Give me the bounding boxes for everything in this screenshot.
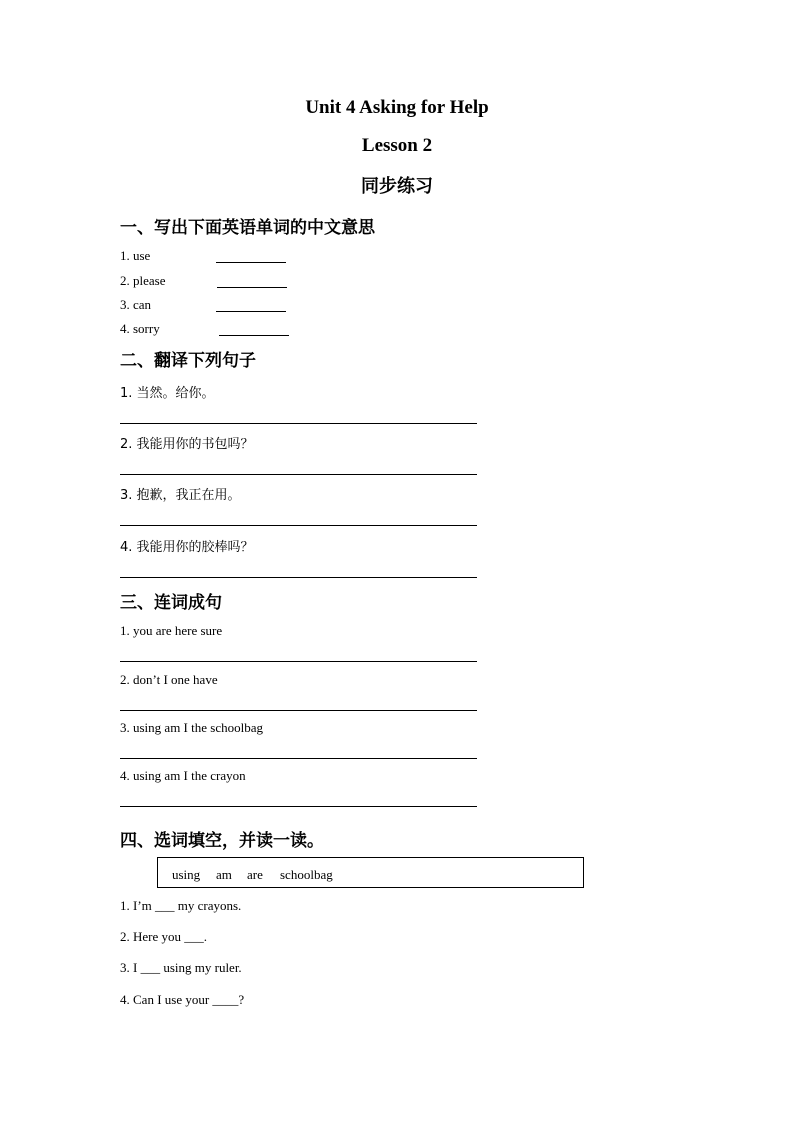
section-4-item-4: 4. Can I use your ____?	[120, 992, 245, 1007]
section-2-heading: 二、翻译下列句子	[120, 351, 256, 371]
section-1-item-3: 3. can	[120, 297, 152, 312]
section-1-blank-3[interactable]	[216, 311, 286, 312]
section-1-blank-4[interactable]	[219, 335, 289, 336]
section-1-item-4: 4. sorry	[120, 321, 160, 336]
word-bank-item-am: am	[216, 867, 232, 882]
section-3-item-4: 4. using am I the crayon	[120, 768, 246, 783]
section-3-item-3: 3. using am I the schoolbag	[120, 720, 263, 735]
section-2-item-1: 1. 当然。给你。	[120, 386, 215, 401]
section-4-item-1: 1. I’m ___ my crayons.	[120, 898, 242, 913]
word-bank-box	[157, 857, 584, 888]
section-2-item-2: 2. 我能用你的书包吗？	[120, 437, 254, 452]
page-subtitle: 同步练习	[361, 176, 433, 197]
section-2-answer-line-4[interactable]	[120, 577, 477, 578]
page-title: Unit 4 Asking for Help	[305, 97, 489, 118]
section-2-answer-line-1[interactable]	[120, 423, 477, 424]
section-4-item-3: 3. I ___ using my ruler.	[120, 960, 242, 975]
section-3-item-2: 2. don’t I one have	[120, 672, 218, 687]
section-4-item-2: 2. Here you ___.	[120, 929, 208, 944]
word-bank-item-schoolbag: schoolbag	[280, 867, 333, 882]
section-3-answer-line-3[interactable]	[120, 758, 477, 759]
section-1-blank-1[interactable]	[216, 262, 286, 263]
section-3-answer-line-4[interactable]	[120, 806, 477, 807]
section-2-item-3: 3. 抱歉，我正在用。	[120, 488, 241, 503]
section-3-answer-line-1[interactable]	[120, 661, 477, 662]
section-1-item-2: 2. please	[120, 273, 166, 288]
word-bank-item-using: using	[172, 867, 201, 882]
section-2-item-4: 4. 我能用你的胶棒吗？	[120, 540, 254, 555]
section-2-answer-line-3[interactable]	[120, 525, 477, 526]
section-3-answer-line-2[interactable]	[120, 710, 477, 711]
section-1-item-1: 1. use	[120, 248, 151, 263]
section-3-item-1: 1. you are here sure	[120, 623, 223, 638]
word-bank-item-are: are	[247, 867, 263, 882]
section-1-blank-2[interactable]	[217, 287, 287, 288]
section-3-heading: 三、连词成句	[120, 593, 222, 613]
lesson-title: Lesson 2	[361, 135, 433, 156]
section-4-heading: 四、选词填空，并读一读。	[120, 831, 324, 851]
section-2-answer-line-2[interactable]	[120, 474, 477, 475]
section-1-heading: 一、写出下面英语单词的中文意思	[120, 218, 375, 238]
